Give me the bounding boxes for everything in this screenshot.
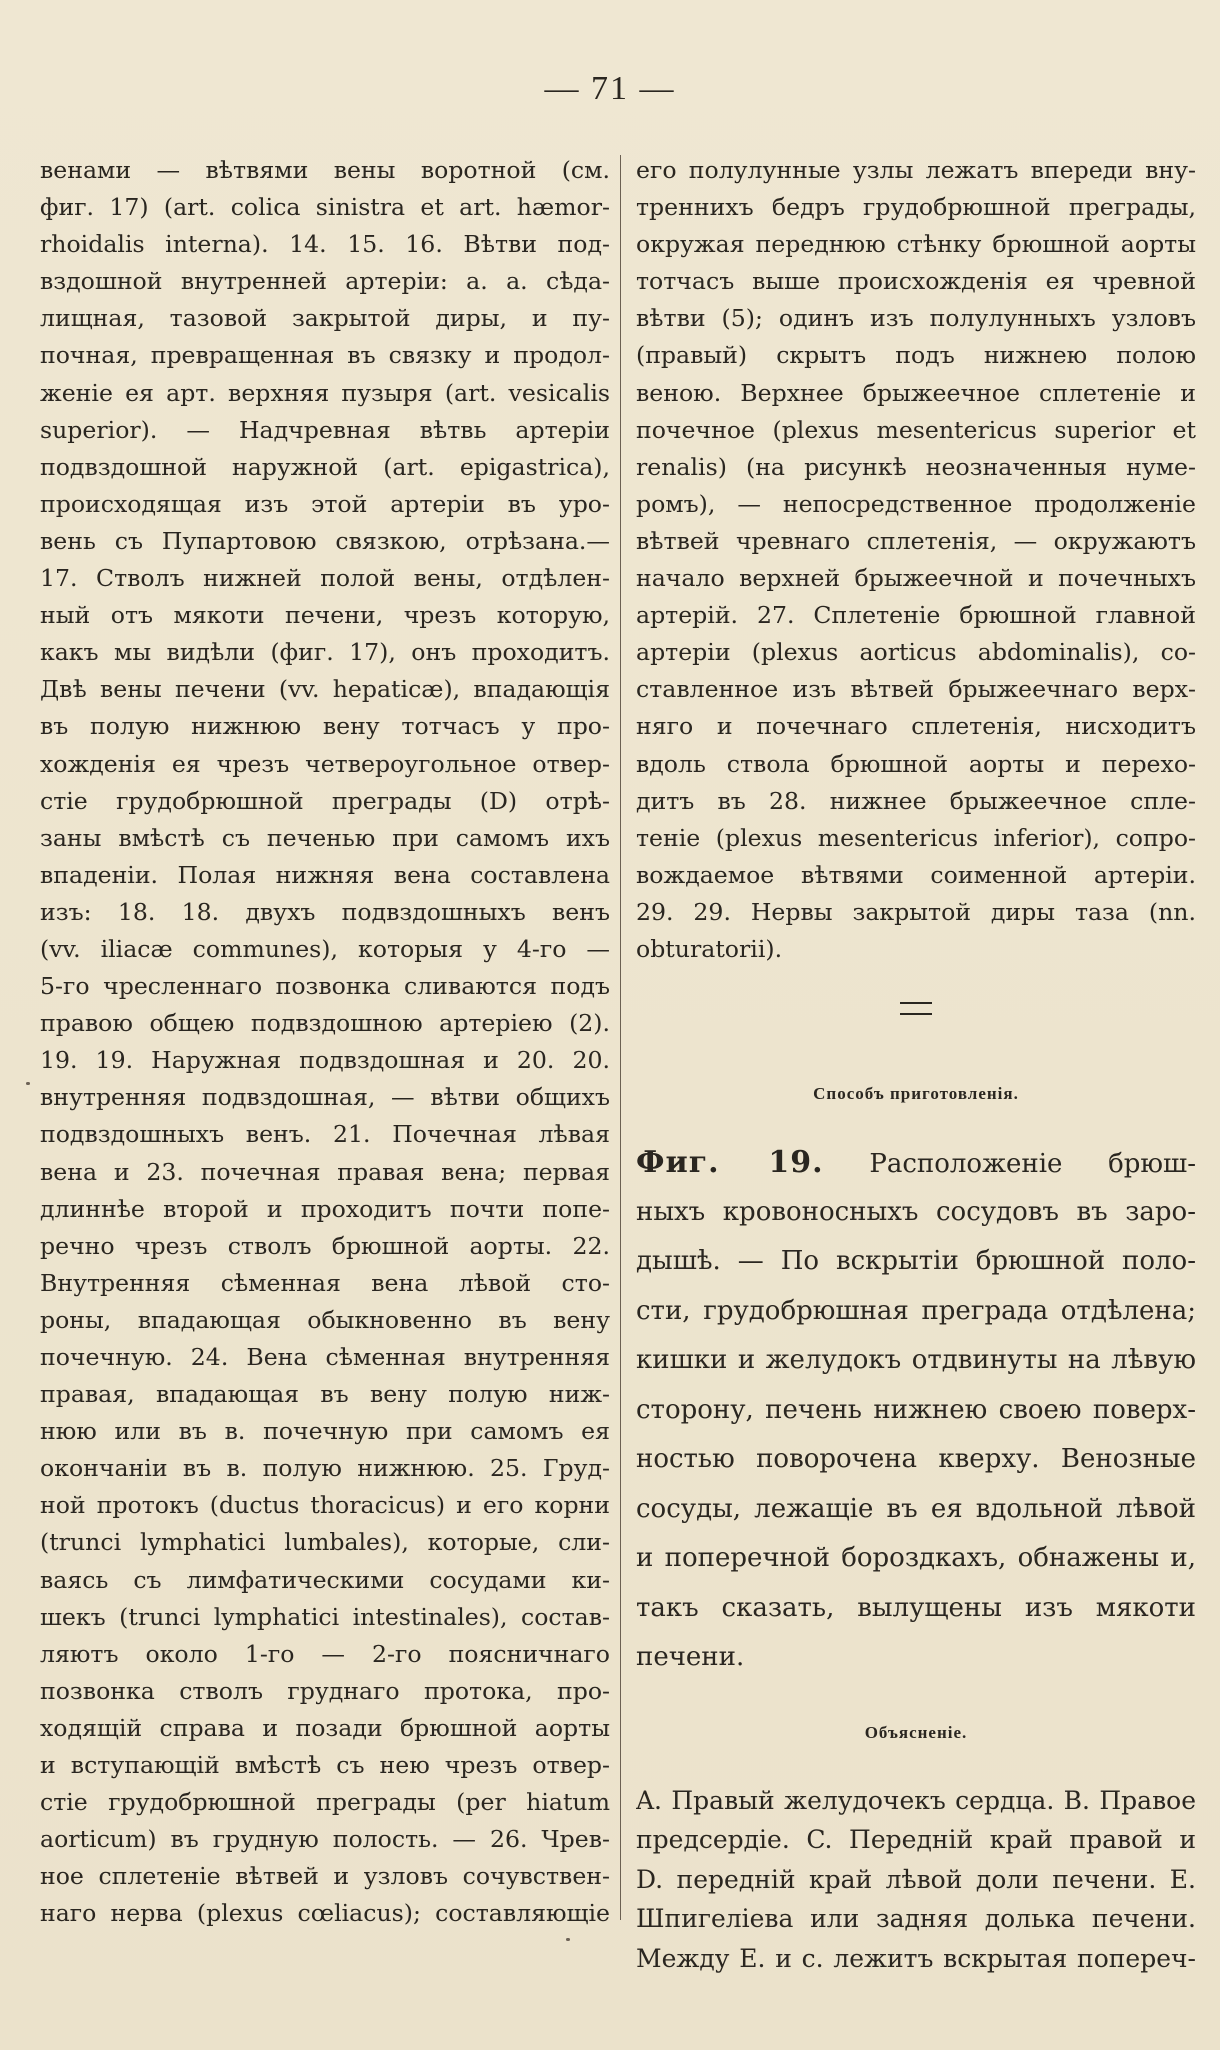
text-line: нюю или въ в. почечную при самомъ ея [40,1417,610,1446]
text-line: 29. 29. Нервы закрытой диры таза (nn. [636,897,1196,926]
text-line: aorticum) въ грудную полость. — 26. Чрев- [40,1825,610,1854]
text-line: вѣтви (5); одинъ изъ полулунныхъ узловъ [636,304,1196,333]
text-line: obturatorii). [636,934,783,963]
figure-text-line: и поперечной бороздкахъ, обнажены и, [636,1543,1196,1574]
text-line: вень съ Пупартовою связкою, отрѣзана.— [40,526,610,555]
text-line: Двѣ вены печени (vv. hepaticæ), впадающія [40,675,610,704]
text-line: A. Правый желудочекъ сердца. B. Правое [636,1785,1196,1815]
text-line: наго нерва (plexus cœliacus); составляющіе [40,1899,610,1928]
text-line: тотчасъ выше происхожденія ея чревной [636,267,1196,296]
text-line: хожденія ея чрезъ четвероугольное отвер- [40,749,610,778]
text-line: артеріи (plexus aorticus abdominalis), со- [636,638,1196,667]
text-line: треннихъ бедръ грудобрюшной преграды, [636,193,1196,222]
figure-text-line: сторону, печень нижнею своею поверх- [636,1394,1196,1425]
text-line: речно чрезъ стволъ брюшной аорты. 22. [40,1231,610,1260]
text-line: длиннѣе второй и проходитъ почти попе- [40,1194,610,1223]
text-line: 5-го чресленнаго позвонка сливаются подъ [40,972,610,1001]
text-line: стіе грудобрюшной преграды (D) отрѣ- [40,786,610,815]
text-line: вдоль ствола брюшной аорты и перехо- [636,749,1196,778]
text-line: венами — вѣтвями вены воротной (см. [40,156,610,184]
figure-text-line: дышѣ. — По вскрытіи брюшной поло- [636,1246,1196,1277]
right-column [636,152,1196,1978]
text-line: (trunci lymphatici lumbales), которые, сли- [40,1528,610,1557]
text-line: Внутренняя сѣменная вена лѣвой сто- [40,1268,610,1297]
print-speck [566,1938,570,1941]
figure-description [636,1138,1196,1683]
text-line: заны вмѣстѣ съ печенью при самомъ ихъ [40,823,610,852]
figure-caption-start: Расположеніе брюш- [869,1149,1196,1180]
text-line: Шпигеліева или задняя долька печени. [636,1904,1196,1934]
text-line: веною. Верхнее брыжеечное сплетеніе и [636,378,1196,407]
print-speck [26,1082,30,1085]
text-line: впаденіи. Полая нижняя вена составлена [40,860,610,889]
heading-preparation: Способъ приготовленія. [813,1084,1019,1104]
double-dash-rule [900,1002,932,1015]
text-line: почечное (plexus mesentericus superior et [636,415,1196,444]
text-line: почечную. 24. Вена сѣменная внутренняя [40,1343,610,1371]
figure-text-line: печени. [636,1642,745,1673]
figure-text-line: ностью поворочена кверху. Венозные [636,1444,1196,1475]
text-line: почная, превращенная въ связку и продол- [40,341,610,370]
text-line: вождаемое вѣтвями соименной артеріи. [636,860,1196,889]
text-line: Между E. и c. лежитъ вскрытая попереч- [636,1943,1196,1973]
text-line: стіе грудобрюшной преграды (per hiatum [40,1788,610,1817]
figure-text-line: кишки и желудокъ отдвинуты на лѣвую [636,1345,1196,1376]
text-line: артерій. 27. Сплетеніе брюшной главной [636,601,1196,630]
text-line: внутренняя подвздошная, — вѣтви общихъ [40,1083,610,1112]
text-line: ное сплетеніе вѣтвей и узловъ сочувствен- [40,1862,610,1891]
text-line: изъ: 18. 18. двухъ подвздошныхъ венъ [40,897,610,926]
text-line: начало верхней брыжеечной и почечныхъ [636,564,1196,593]
text-line: (vv. iliacæ communes), которыя у 4-го — [40,934,610,963]
text-line: renalis) (на рисункѣ неозначенныя нуме- [636,452,1196,481]
text-line: и вступающій вмѣстѣ съ нею чрезъ отвер- [40,1751,610,1780]
text-line: rhoidalis interna). 14. 15. 16. Вѣтви под- [40,230,610,259]
text-line: окончаніи въ в. полую нижнюю. 25. Груд- [40,1454,610,1483]
text-line: ставленное изъ вѣтвей брыжеечнаго верх- [636,675,1196,704]
explanation-text [636,1781,1196,1979]
figure-text-line: ныхъ кровоносныхъ сосудовъ въ заро- [636,1196,1196,1227]
text-line: его полулунные узлы лежатъ впереди вну- [636,156,1196,184]
section-separator [636,968,1196,1048]
text-line: ромъ), — непосредственное продолженіе [636,489,1196,518]
text-line: вѣтвей чревнаго сплетенія, — окружаютъ [636,526,1196,555]
text-line: 17. Стволъ нижней полой вены, отдѣлен- [40,564,610,593]
text-line: правая, впадающая въ вену полую ниж- [40,1380,610,1409]
figure-label: Фиг. 19. [636,1145,824,1181]
text-line: вздошной внутренней артеріи: a. a. сѣда- [40,267,610,296]
text-line: происходящая изъ этой артеріи въ уро- [40,489,610,518]
text-line: какъ мы видѣли (фиг. 17), онъ проходитъ. [40,638,610,667]
figure-text-line: сти, грудобрюшная преграда отдѣлена; [636,1295,1196,1326]
column-divider [620,155,621,1920]
text-line: предсердіе. C. Передній край правой и [636,1825,1196,1855]
text-line: шекъ (trunci lymphatici intestinales), состав- [40,1602,610,1631]
heading-explanation: Объясненіе. [864,1722,968,1742]
text-line: superior). — Надчревная вѣтвь артеріи [40,415,610,444]
text-line: няго и почечнаго сплетенія, нисходитъ [636,712,1196,741]
text-line: роны, впадающая обыкновенно въ вену [40,1305,610,1334]
text-line: ходящій справа и позади брюшной аорты [40,1713,610,1742]
text-line: подвздошной наружной (art. epigastrica), [40,452,610,481]
text-line: дитъ въ 28. нижнее брыжеечное спле- [636,786,1196,815]
figure-text-line [636,1138,1196,1188]
text-line: теніе (plexus mesentericus inferior), сопро- [636,823,1196,852]
text-line: вена и 23. почечная правая вена; первая [40,1157,610,1186]
text-line: ный отъ мякоти печени, чрезъ которую, [40,601,610,630]
text-line: D. передній край лѣвой доли печени. E. [636,1864,1196,1894]
text-line: ной протокъ (ductus thoracicus) и его корни [40,1491,610,1520]
text-line: подвздошныхъ венъ. 21. Почечная лѣвая [40,1120,610,1149]
right-column-text [636,152,1196,968]
text-line: 19. 19. Наружная подвздошная и 20. 20. [40,1046,610,1075]
left-column [40,152,610,1933]
text-line: позвонка стволъ груднаго протока, про- [40,1676,610,1705]
text-line: правою общею подвздошною артеріею (2). [40,1009,610,1038]
text-line: въ полую нижнюю вену тотчасъ у про- [40,712,610,741]
figure-text-line: такъ сказать, вылущены изъ мякоти [636,1592,1196,1623]
text-line: фиг. 17) (art. colica sinistra et art. hæmor- [40,193,610,222]
page-number: — 71 — [544,70,676,107]
text-line: лищная, тазовой закрытой диры, и пу- [40,304,610,333]
text-line: ваясь съ лимфатическими сосудами ки- [40,1565,610,1594]
figure-text-line: сосуды, лежащіе въ ея вдольной лѣвой [636,1493,1196,1524]
text-line: ляютъ около 1-го — 2-го поясничнаго [40,1639,610,1668]
text-line: женіе ея арт. верхняя пузыря (art. vesicalis [40,378,610,407]
text-line: (правый) скрытъ подъ нижнею полою [636,341,1196,370]
text-line: окружая переднюю стѣнку брюшной аорты [636,230,1196,259]
